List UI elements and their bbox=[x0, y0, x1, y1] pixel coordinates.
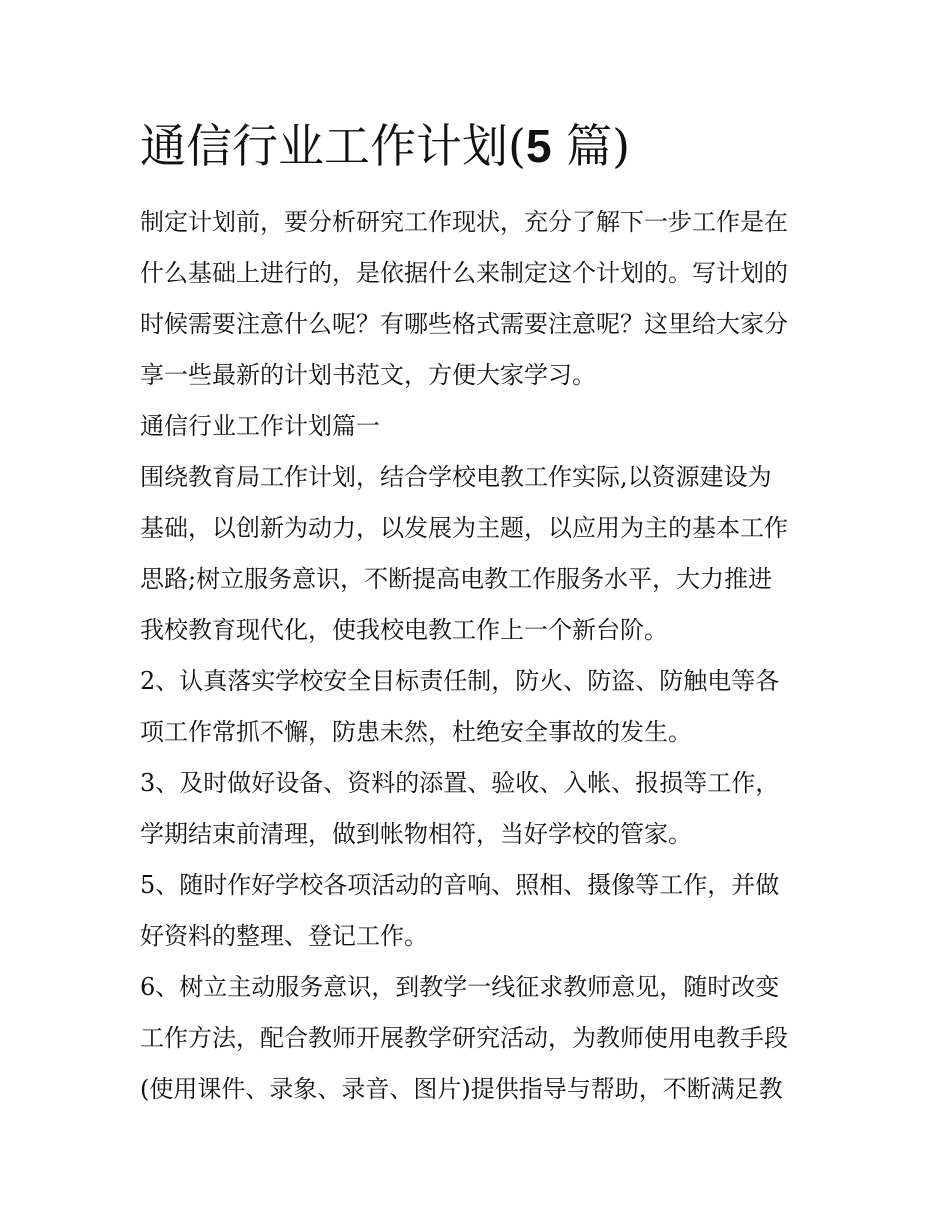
body-line: 基础，以创新为动力，以发展为主题，以应用为主的基本工作 bbox=[140, 514, 788, 542]
body-line: 学期结束前清理，做到帐物相符，当好学校的管家。 bbox=[140, 820, 692, 848]
body-line: (使用课件、录象、录音、图片)提供指导与帮助，不断满足教 bbox=[140, 1075, 783, 1103]
body-line: 思路;树立服务意识，不断提高电教工作服务水平，大力推进 bbox=[140, 565, 773, 593]
body-line: 项工作常抓不懈，防患未然，杜绝安全事故的发生。 bbox=[140, 718, 692, 746]
body-line: 围绕教育局工作计划，结合学校电教工作实际,以资源建设为 bbox=[140, 463, 772, 491]
body-line: 什么基础上进行的，是依据什么来制定这个计划的。写计划的 bbox=[140, 259, 788, 287]
document-body bbox=[140, 202, 820, 1120]
body-line: 享一些最新的计划书范文，方便大家学习。 bbox=[140, 361, 596, 389]
title-suffix: 篇) bbox=[551, 119, 631, 173]
section-heading: 通信行业工作计划篇一 bbox=[140, 412, 380, 440]
list-item: 5、随时作好学校各项活动的音响、照相、摄像等工作，并做 bbox=[140, 871, 780, 899]
document-title bbox=[140, 116, 820, 176]
list-item: 6、树立主动服务意识，到教学一线征求教师意见，随时改变 bbox=[140, 973, 780, 1001]
list-item: 3、及时做好设备、资料的添置、验收、入帐、报损等工作， bbox=[140, 769, 780, 797]
body-line: 好资料的整理、登记工作。 bbox=[140, 922, 428, 950]
body-line: 时候需要注意什么呢？有哪些格式需要注意呢？这里给大家分 bbox=[140, 310, 788, 338]
list-item: 2、认真落实学校安全目标责任制，防火、防盗、防触电等各 bbox=[140, 667, 780, 695]
body-line: 工作方法，配合教师开展教学研究活动，为教师使用电教手段 bbox=[140, 1024, 788, 1052]
title-number: 5 bbox=[525, 120, 552, 172]
title-prefix: 通信行业工作计划( bbox=[140, 119, 526, 173]
body-line: 我校教育现代化，使我校电教工作上一个新台阶。 bbox=[140, 616, 668, 644]
body-line: 制定计划前，要分析研究工作现状，充分了解下一步工作是在 bbox=[140, 208, 788, 236]
